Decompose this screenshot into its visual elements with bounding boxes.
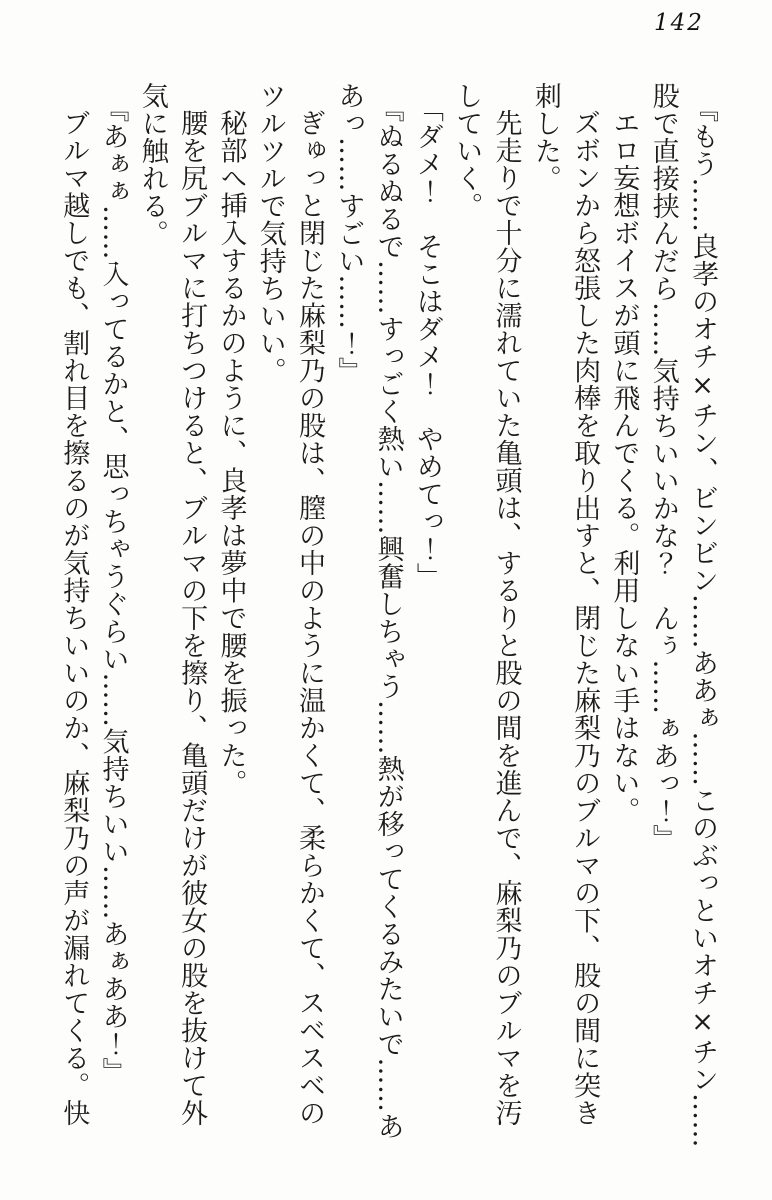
text-line: ブルマ越しでも、割れ目を擦るのが気持ちいいのか、麻梨乃の声が漏れてくる。快 xyxy=(58,109,90,1127)
text-line: ズボンから怒張した肉棒を取り出すと、閉じた麻梨乃のブルマの下、股の間に突き xyxy=(569,109,601,1127)
text-line: 先走りで十分に濡れていた亀頭は、するりと股の間を進んで、麻梨乃のブルマを汚 xyxy=(490,109,522,1127)
text-line: 秘部へ挿入するかのように、良孝は夢中で腰を振った。 xyxy=(215,109,247,797)
text-line: 刺した。 xyxy=(529,82,561,192)
text-line: 『もう……良孝のオチ×チン、ビンビン……ああぁ……このぶっといオチ×チン…… xyxy=(687,95,718,1148)
text-line: ツルツルで気持ちいい。 xyxy=(254,82,286,385)
text-line: エロ妄想ボイスが頭に飛んでくる。利用しない手はない。 xyxy=(608,109,640,824)
text-line: 気に触れる。 xyxy=(136,82,168,247)
text-line: 股で直接挟んだら……気持ちいいかな？ んぅ……ぁあっ！』 xyxy=(647,82,679,852)
text-line: していく。 xyxy=(451,82,483,220)
page-number: 142 xyxy=(654,10,704,36)
text-line: 「ダメ！ そこはダメ！ やめてっ！」 xyxy=(411,95,443,590)
text-line: 腰を尻ブルマに打ちつけると、ブルマの下を擦り、亀頭だけが彼女の股を抜けて外 xyxy=(176,109,208,1127)
text-block xyxy=(54,82,722,1157)
text-line: あっ……すごい……！』 xyxy=(333,82,365,385)
text-line: 『あぁぁ……入ってるかと、思っちゃうぐらい……気持ちいい……あぁああ！』 xyxy=(97,95,129,1085)
text-line: ぎゅっと閉じた麻梨乃の股は、膣の中のように温かくて、柔らかくて、スベスベの xyxy=(294,109,326,1127)
text-line: 『ぬるぬるで……すっごく熱い……興奮しちゃう……熱が移ってくるみたいで……あ xyxy=(372,95,404,1140)
